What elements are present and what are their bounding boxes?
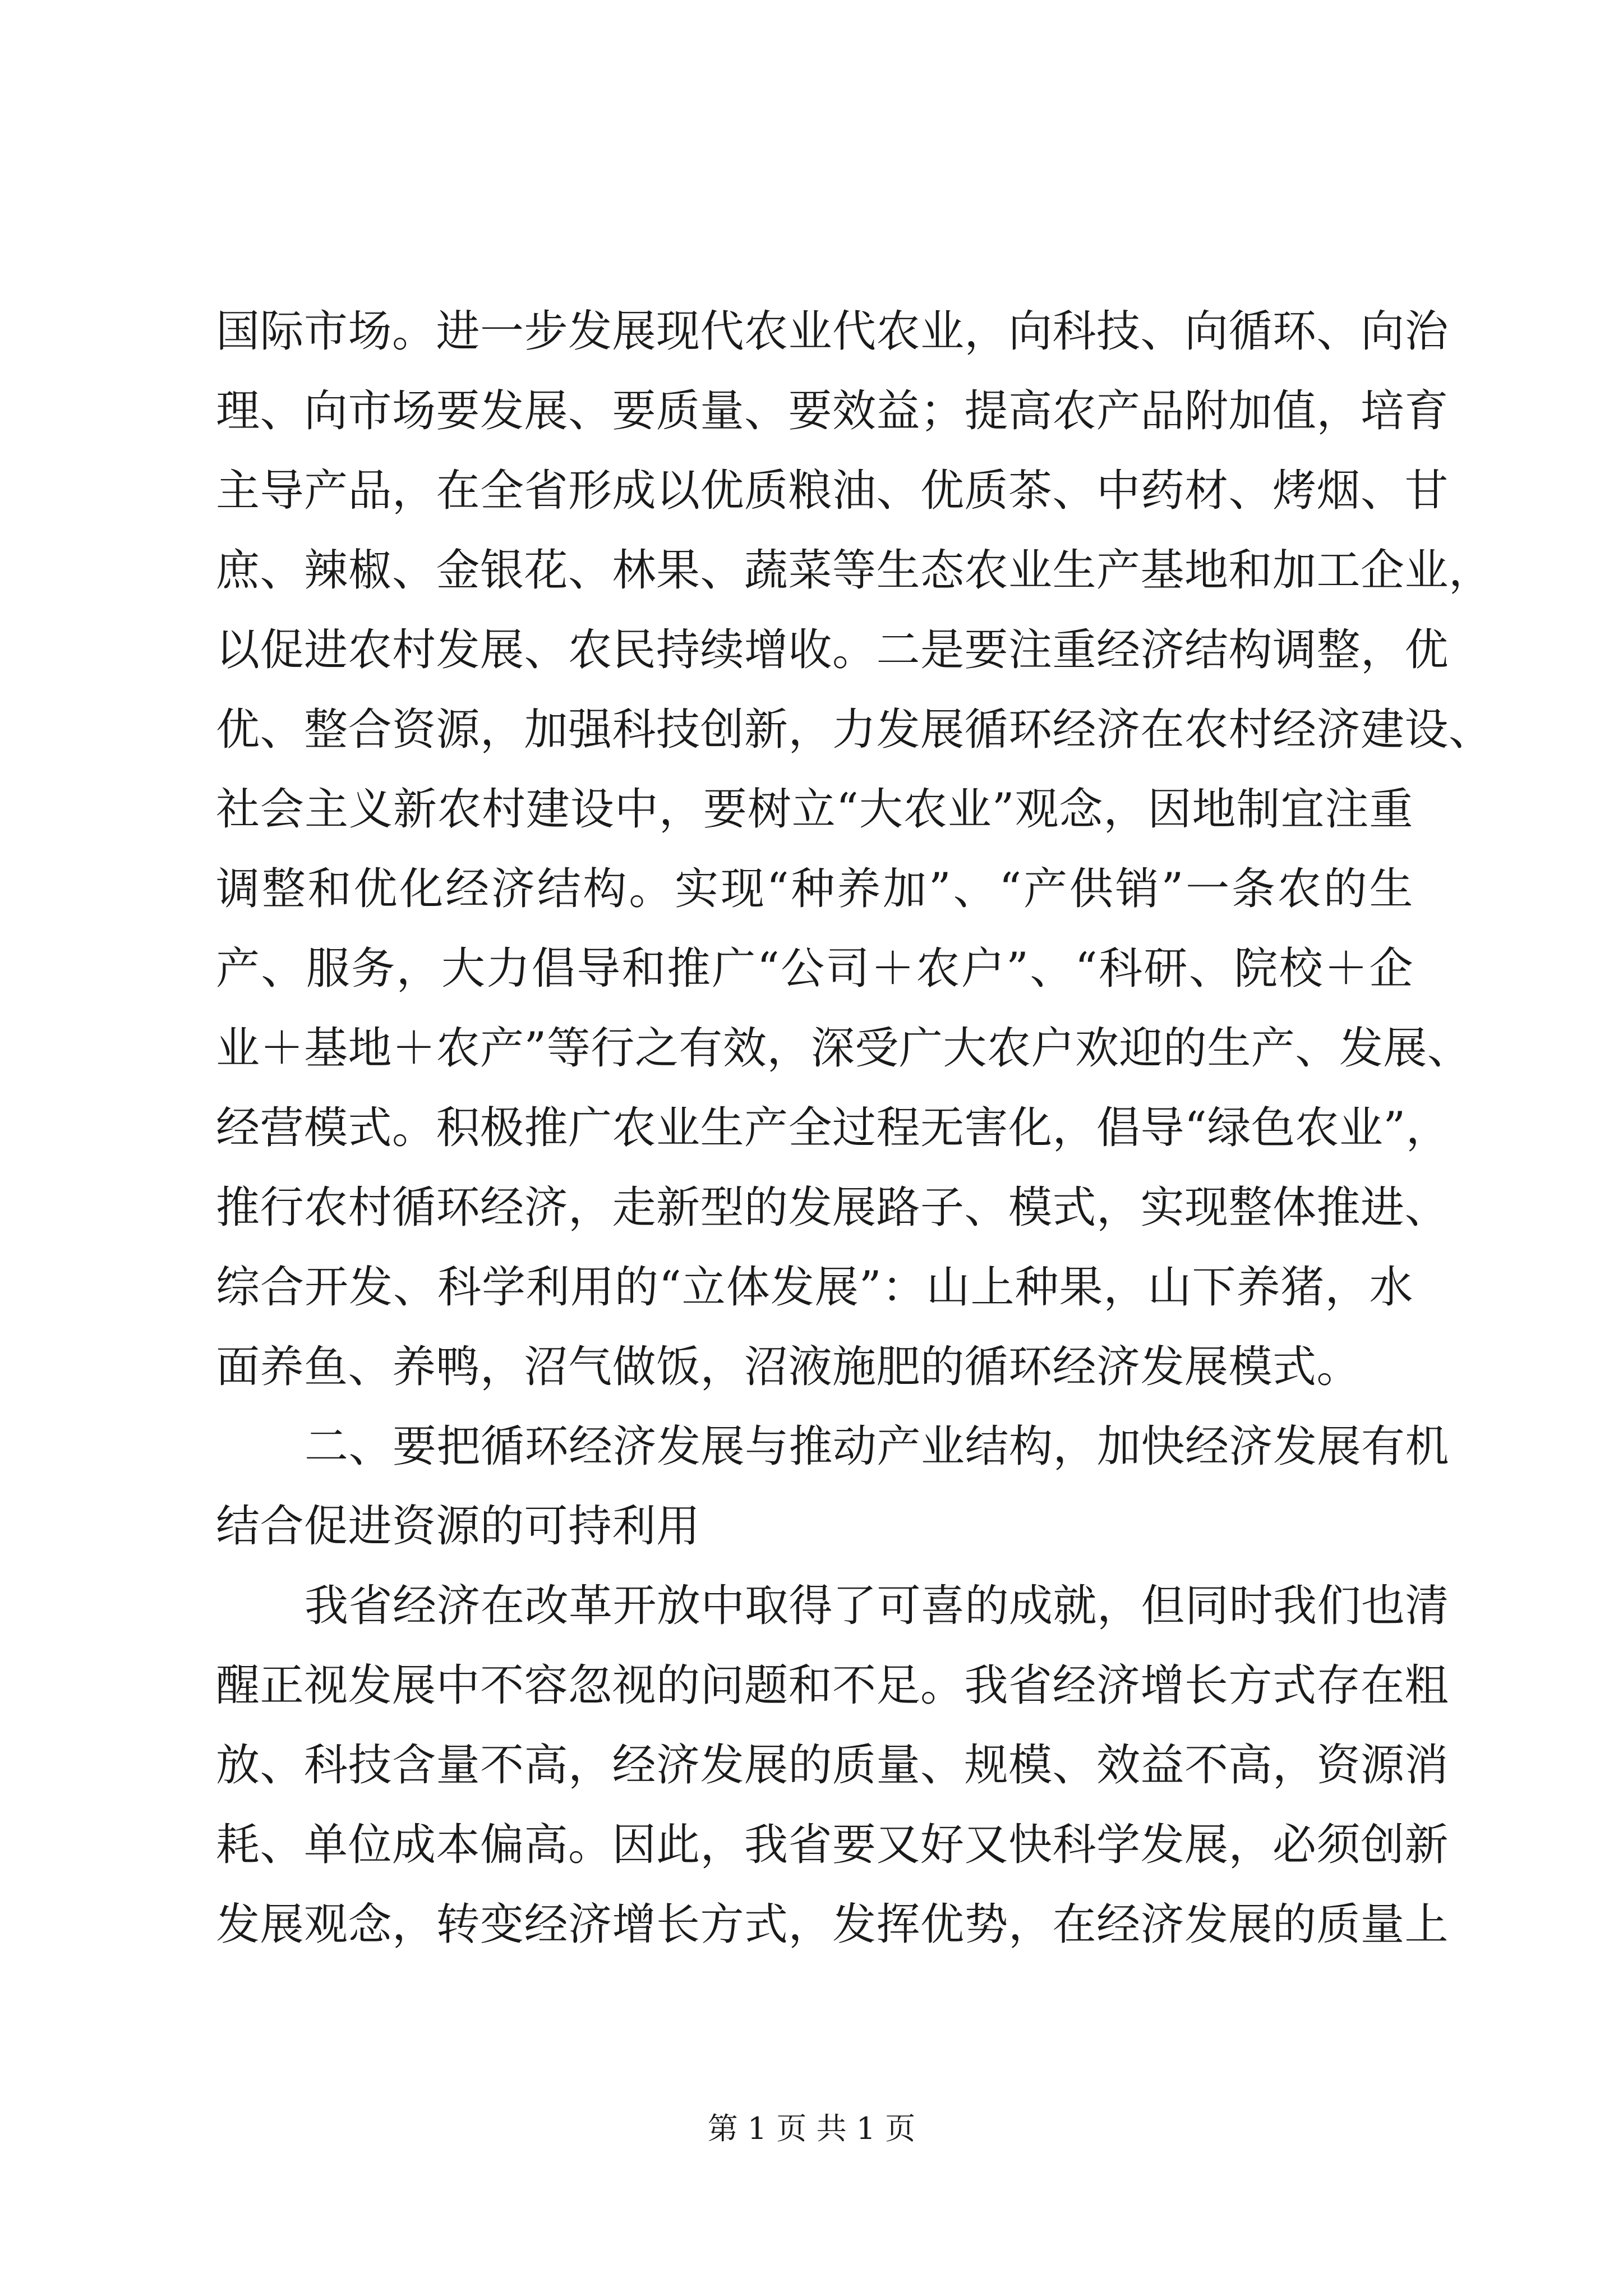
text-line: 推行农村循环经济，走新型的发展路子、模式，实现整体推进、 bbox=[216, 1182, 1449, 1233]
text-line: 耗、单位成本偏高。因此，我省要又好又快科学发展，必须创新 bbox=[216, 1820, 1449, 1870]
text-line: 综合开发、科学利用的“立体发展”：山上种果，山下养猪，水 bbox=[216, 1262, 1413, 1313]
text-line: 社会主义新农村建设中，要树立“大农业”观念，因地制宜注重 bbox=[216, 784, 1413, 835]
section-heading-line: 结合促进资源的可持利用 bbox=[216, 1501, 700, 1552]
document-body bbox=[216, 292, 1493, 1964]
text-line: 发展观念，转变经济增长方式，发挥优势，在经济发展的质量上 bbox=[216, 1899, 1449, 1950]
text-line: 理、向市场要发展、要质量、要效益；提高农产品附加值，培育 bbox=[216, 386, 1449, 436]
text-line: 产、服务，大力倡导和推广“公司＋农户”、“科研、院校＋企 bbox=[216, 944, 1413, 994]
text-line: 放、科技含量不高，经济发展的质量、规模、效益不高，资源消 bbox=[216, 1740, 1449, 1791]
section-heading-line: 二、要把循环经济发展与推动产业结构，加快经济发展有机 bbox=[305, 1421, 1450, 1472]
text-line: 主导产品，在全省形成以优质粮油、优质茶、中药材、烤烟、甘 bbox=[216, 466, 1449, 516]
text-line: 以促进农村发展、农民持续增收。二是要注重经济结构调整，优 bbox=[216, 625, 1449, 675]
text-line: 醒正视发展中不容忽视的问题和不足。我省经济增长方式存在粗 bbox=[216, 1660, 1449, 1711]
text-line: 调整和优化经济结构。实现“种养加”、“产供销”一条农的生 bbox=[216, 864, 1413, 914]
text-line: 业＋基地＋农产”等行之有效，深受广大农户欢迎的生产、发展、 bbox=[216, 1023, 1472, 1074]
text-line: 庶、辣椒、金银花、林果、蔬菜等生态农业生产基地和加工企业， bbox=[216, 545, 1493, 596]
text-line: 国际市场。进一步发展现代农业代农业，向科技、向循环、向治 bbox=[216, 306, 1449, 357]
text-line: 优、整合资源，加强科技创新，力发展循环经济在农村经济建设、 bbox=[216, 705, 1493, 755]
text-line: 我省经济在改革开放中取得了可喜的成就，但同时我们也清 bbox=[305, 1581, 1450, 1631]
page-footer: 第 1 页 共 1 页 bbox=[707, 2111, 916, 2146]
text-line: 经营模式。积极推广农业生产全过程无害化，倡导“绿色农业”， bbox=[216, 1103, 1450, 1153]
text-line: 面养鱼、养鸭，沼气做饭，沼液施肥的循环经济发展模式。 bbox=[216, 1342, 1361, 1392]
